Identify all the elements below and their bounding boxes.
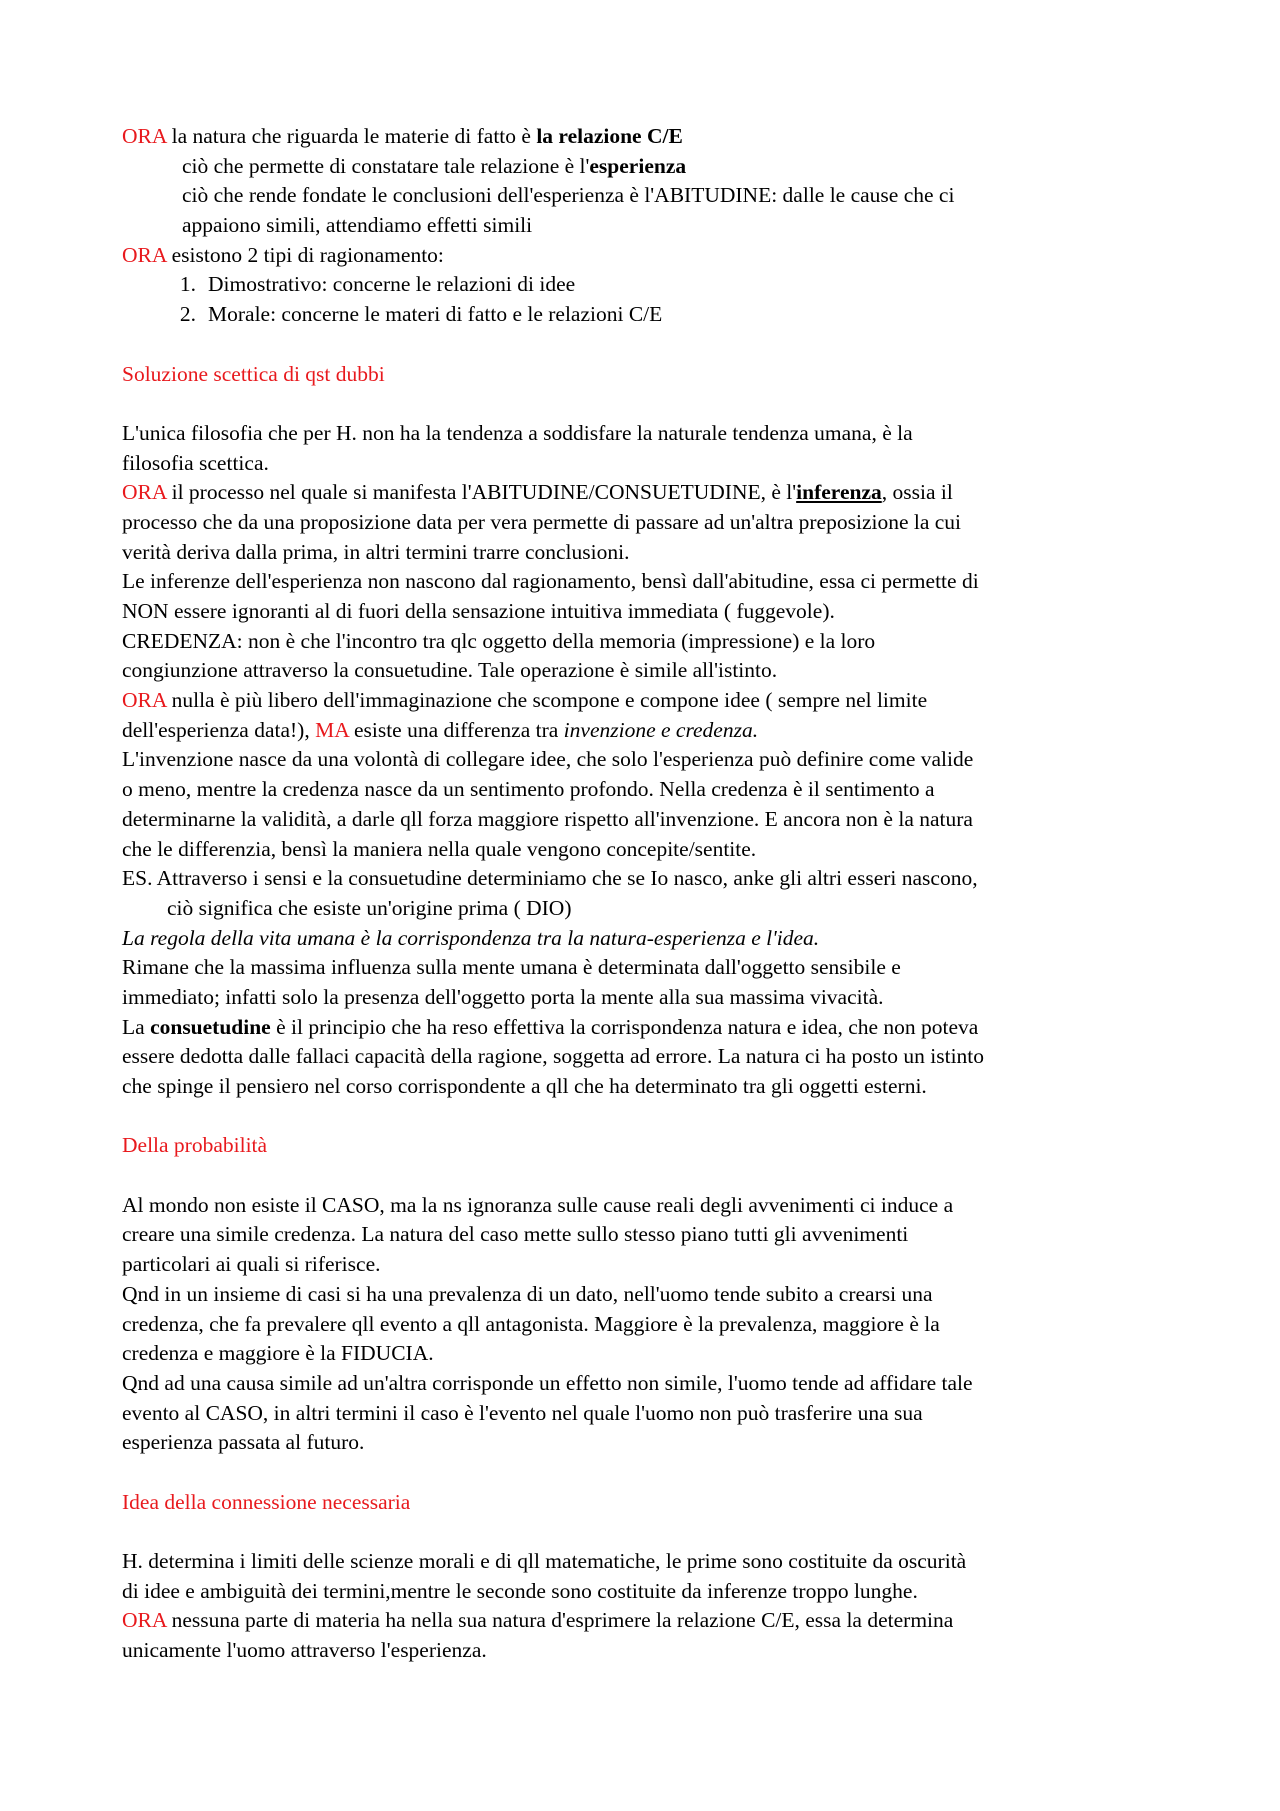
- paragraph-line: CREDENZA: non è che l'incontro tra qlc oggetto della memoria (impressione) e la loro: [122, 628, 876, 653]
- section-heading: Soluzione scettica di qst dubbi: [122, 361, 385, 386]
- bold-term: la relazione C/E: [536, 124, 683, 148]
- paragraph-line: ORA esistono 2 tipi di ragionamento:: [122, 242, 444, 267]
- bold-underlined-term: inferenza: [796, 480, 882, 505]
- paragraph-line: dell'esperienza data!), MA esiste una differenza tra invenzione e credenza.: [122, 717, 759, 742]
- paragraph-line: ORA nessuna parte di materia ha nella sua natura d'esprimere la relazione C/E, essa la determina: [122, 1608, 954, 1633]
- indented-line: ciò che permette di constatare tale relazione è l'esperienza: [182, 153, 687, 178]
- paragraph-line: Al mondo non esiste il CASO, ma la ns ignoranza sulle cause reali degli avvenimenti ci induce a: [122, 1192, 954, 1217]
- paragraph-line: Qnd in un insieme di casi si ha una prevalenza di un dato, nell'uomo tende subito a crearsi una: [122, 1281, 933, 1306]
- paragraph-line: NON essere ignoranti al di fuori della sensazione intuitiva immediata ( fuggevole).: [122, 599, 835, 623]
- keyword-ora: ORA: [122, 688, 167, 713]
- list-item: 2. Morale: concerne le materi di fatto e le relazioni C/E: [122, 300, 1172, 330]
- paragraph-line: unicamente l'uomo attraverso l'esperienza.: [122, 1638, 487, 1663]
- list-number: 2.: [179, 302, 196, 327]
- paragraph-line: L'unica filosofia che per H. non ha la tendenza a soddisfare la naturale tendenza umana, è la: [122, 420, 913, 445]
- paragraph-line: Rimane che la massima influenza sulla mente umana è determinata dall'oggetto sensibile e: [122, 955, 901, 980]
- paragraph-line: determinarne la validità, a darle qll forza maggiore rispetto all'invenzione. E ancora non è la natura: [122, 806, 973, 831]
- paragraph-line: che spinge il pensiero nel corso corrispondente a qll che ha determinato tra gli oggetti esterni.: [122, 1074, 927, 1098]
- paragraph-line: H. determina i limiti delle scienze morali e di qll matematiche, le prime sono costituite da oscurità: [122, 1549, 967, 1573]
- paragraph-line: La consuetudine è il principio che ha reso effettiva la corrispondenza natura e idea, che non poteva: [122, 1014, 979, 1039]
- paragraph-line: Le inferenze dell'esperienza non nascono dal ragionamento, bensì dall'abitudine, essa ci permette di: [122, 569, 979, 594]
- paragraph-line: credenza e maggiore è la FIDUCIA.: [122, 1341, 434, 1366]
- paragraph-line: o meno, mentre la credenza nasce da un sentimento profondo. Nella credenza è il sentimento a: [122, 777, 935, 802]
- paragraph-line: evento al CASO, in altri termini il caso è l'evento nel quale l'uomo non può trasferire una sua: [122, 1400, 923, 1425]
- paragraph-line: esperienza passata al futuro.: [122, 1430, 365, 1455]
- section-heading: Della probabilità: [122, 1133, 268, 1158]
- keyword-ora: ORA: [122, 480, 167, 505]
- italic-line: La regola della vita umana è la corrispondenza tra la natura-esperienza e l'idea.: [122, 925, 820, 950]
- document-body: [122, 122, 1172, 1666]
- paragraph-line: di idee e ambiguità dei termini,mentre le seconde sono costituite da inferenze troppo lunghe.: [122, 1578, 918, 1603]
- paragraph-line: ORA la natura che riguarda le materie di fatto è la relazione C/E: [122, 124, 683, 148]
- indented-line: appaiono simili, attendiamo effetti simili: [182, 213, 533, 238]
- paragraph-line: verità deriva dalla prima, in altri termini trarre conclusioni.: [122, 539, 630, 564]
- paragraph-line: essere dedotta dalle fallaci capacità della ragione, soggetta ad errore. La natura ci ha posto un istinto: [122, 1044, 985, 1069]
- paragraph-line: che le differenzia, bensì la maniera nella quale vengono concepite/sentite.: [122, 836, 757, 861]
- indented-line: ciò che rende fondate le conclusioni dell'esperienza è l'ABITUDINE: dalle le cause che ci: [182, 183, 955, 208]
- keyword-ma: MA: [315, 717, 349, 742]
- paragraph-line: particolari ai quali si riferisce.: [122, 1252, 381, 1277]
- keyword-ora: ORA: [122, 242, 167, 267]
- indented-line: ciò significa che esiste un'origine prima ( DIO): [167, 895, 572, 920]
- paragraph-line: ORA il processo nel quale si manifesta l'ABITUDINE/CONSUETUDINE, è l'inferenza, ossia il: [122, 480, 953, 505]
- paragraph-line: processo che da una proposizione data per vera permette di passare ad un'altra preposizione la cui: [122, 509, 962, 534]
- paragraph-line: Qnd ad una causa simile ad un'altra corrisponde un effetto non simile, l'uomo tende ad affidare tale: [122, 1370, 973, 1395]
- list-item: 1. Dimostrativo: concerne le relazioni di idee: [122, 270, 1172, 300]
- paragraph-line: credenza, che fa prevalere qll evento a qll antagonista. Maggiore è la prevalenza, maggiore è la: [122, 1311, 940, 1336]
- list-number: 1.: [179, 272, 196, 297]
- section-heading: Idea della connessione necessaria: [122, 1489, 411, 1514]
- keyword-ora: ORA: [122, 1608, 167, 1633]
- paragraph-line: L'invenzione nasce da una volontà di collegare idee, che solo l'esperienza può definire come valide: [122, 747, 974, 772]
- paragraph-line: creare una simile credenza. La natura del caso mette sullo stesso piano tutti gli avvenimenti: [122, 1222, 909, 1247]
- bold-term: consuetudine: [150, 1014, 271, 1039]
- paragraph-line: filosofia scettica.: [122, 450, 269, 475]
- paragraph-line: congiunzione attraverso la consuetudine. Tale operazione è simile all'istinto.: [122, 658, 778, 683]
- keyword-ora: ORA: [122, 124, 167, 148]
- paragraph-line: ORA nulla è più libero dell'immaginazione che scompone e compone idee ( sempre nel limite: [122, 688, 928, 713]
- paragraph-line: ES. Attraverso i sensi e la consuetudine determiniamo che se Io nasco, anke gli altri esseri nascono,: [122, 866, 978, 891]
- bold-term: esperienza: [589, 153, 687, 178]
- italic-term: invenzione e credenza.: [563, 717, 759, 742]
- paragraph-line: immediato; infatti solo la presenza dell'oggetto porta la mente alla sua massima vivacità.: [122, 984, 884, 1009]
